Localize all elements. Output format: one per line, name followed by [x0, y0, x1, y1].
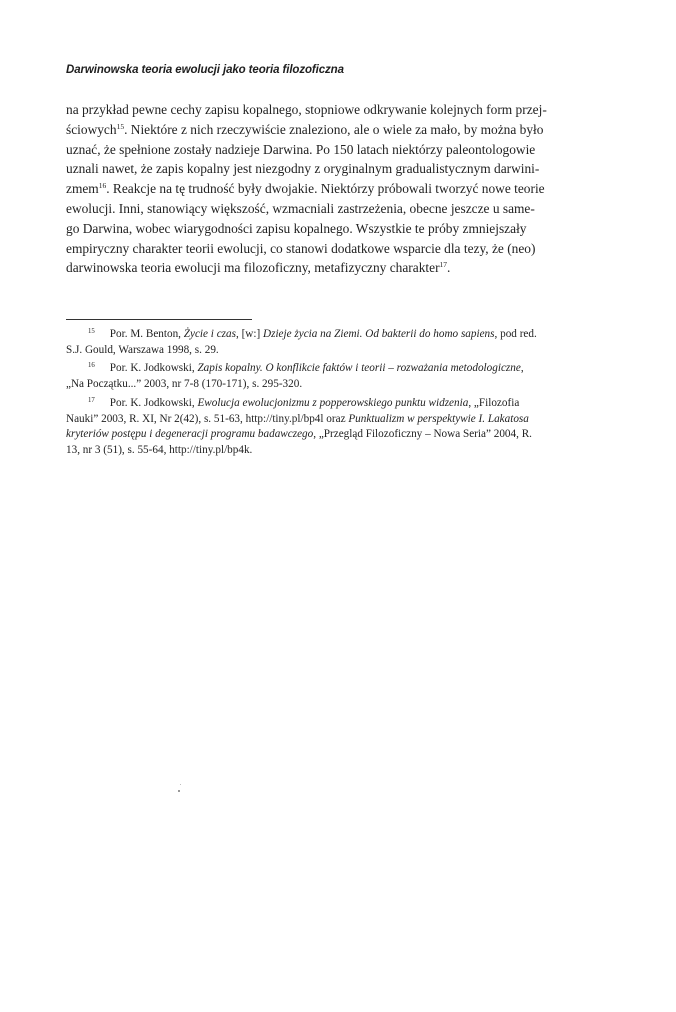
footnote-number: 15 — [88, 328, 95, 335]
footnote-number: 17 — [88, 396, 95, 404]
running-title: Darwinowska teoria ewolucji jako teoria filozoficzna — [66, 64, 344, 76]
text-line: ewolucji. Inni, stanowiący większość, wzmacniali zastrzeżenia, obecne jeszcze u same- — [66, 200, 535, 216]
text-line: go Darwina, wobec wiarygodności zapisu kopalnego. Wszystkie te próby zmniejszały — [66, 220, 527, 236]
link-text[interactable]: Nauki” 2003, R. XI, Nr 2(42), s. 51-63, http://tiny.pl/bp4l oraz — [66, 412, 349, 425]
footnote-ref-17[interactable]: 17 — [439, 260, 448, 270]
text-line: zmem$^{16}$. Reakcje na tę trudność były dwojakie. Niektórzy próbowali tworzyć nowe teorie — [66, 181, 545, 197]
footnote-16: $^{16}$ Por. K. Jodkowski, Zapis kopalny. O konflikcie faktów i teorii – rozważania metodologiczne, „Na Początku...” 2003, nr 7-8 (170-171), s. 295-320. — [66, 362, 524, 391]
footnote-number: 16 — [88, 362, 95, 370]
footnote-15: $^{15}$ Por. M. Benton, Życie i czas, [w:] Dzieje życia na Ziemi. Od bakterii do homo sapiens, pod red. S.J. Gould, Warszawa 1998, s. 29. — [66, 328, 537, 356]
text-line: empiryczny charakter teorii ewolucji, co stanowi dodatkowe wsparcie dla tezy, że (neo) — [66, 240, 536, 256]
footnote-ref-16[interactable]: 16 — [98, 181, 107, 191]
footnote-ref-15[interactable]: 15 — [116, 121, 125, 131]
link-text[interactable]: 13, nr 3 (51), s. 55-64, http://tiny.pl/bp4k. — [66, 443, 253, 456]
text-line: darwinowska teoria ewolucji ma filozoficzny, metafizyczny charakter$^{17}$. — [66, 260, 451, 276]
footnote-17: $^{17}$ Por. K. Jodkowski, Ewolucja ewolucjonizmu z popperowskiego punktu widzenia, „Filozofia Nauki” 2003, R. XI, Nr 2(42), s. 51-63, http://tiny.pl/bp4l oraz Punktualizm w perspektywie I. Lakatosa kryteriów postępu i degeneracji programu badawczego, „Przegląd Filozoficzny – Nowa Seria” 2004, R. 13, nr 3 (51), s. 55-64, http://tiny.pl/bp4k. — [66, 393, 610, 459]
text-line: uznali nawet, że zapis kopalny jest niezgodny z oryginalnym gradualistycznym darwini- — [66, 161, 540, 177]
scan-speck — [180, 784, 181, 785]
text-line: uznać, że spełnione zostały nadzieje Darwina. Po 150 latach niektórzy paleontologowie — [66, 141, 536, 157]
scan-speck — [178, 790, 180, 792]
body-paragraph — [66, 100, 610, 278]
text-line: ściowych$^{15}$. Niektóre z nich rzeczywiście znaleziono, ale o wiele za mało, by można było — [66, 121, 544, 137]
footnote-separator — [66, 319, 252, 320]
text-line: na przykład pewne cechy zapisu kopalnego, stopniowe odkrywanie kolejnych form przej- — [66, 102, 547, 117]
footnotes — [66, 324, 610, 459]
